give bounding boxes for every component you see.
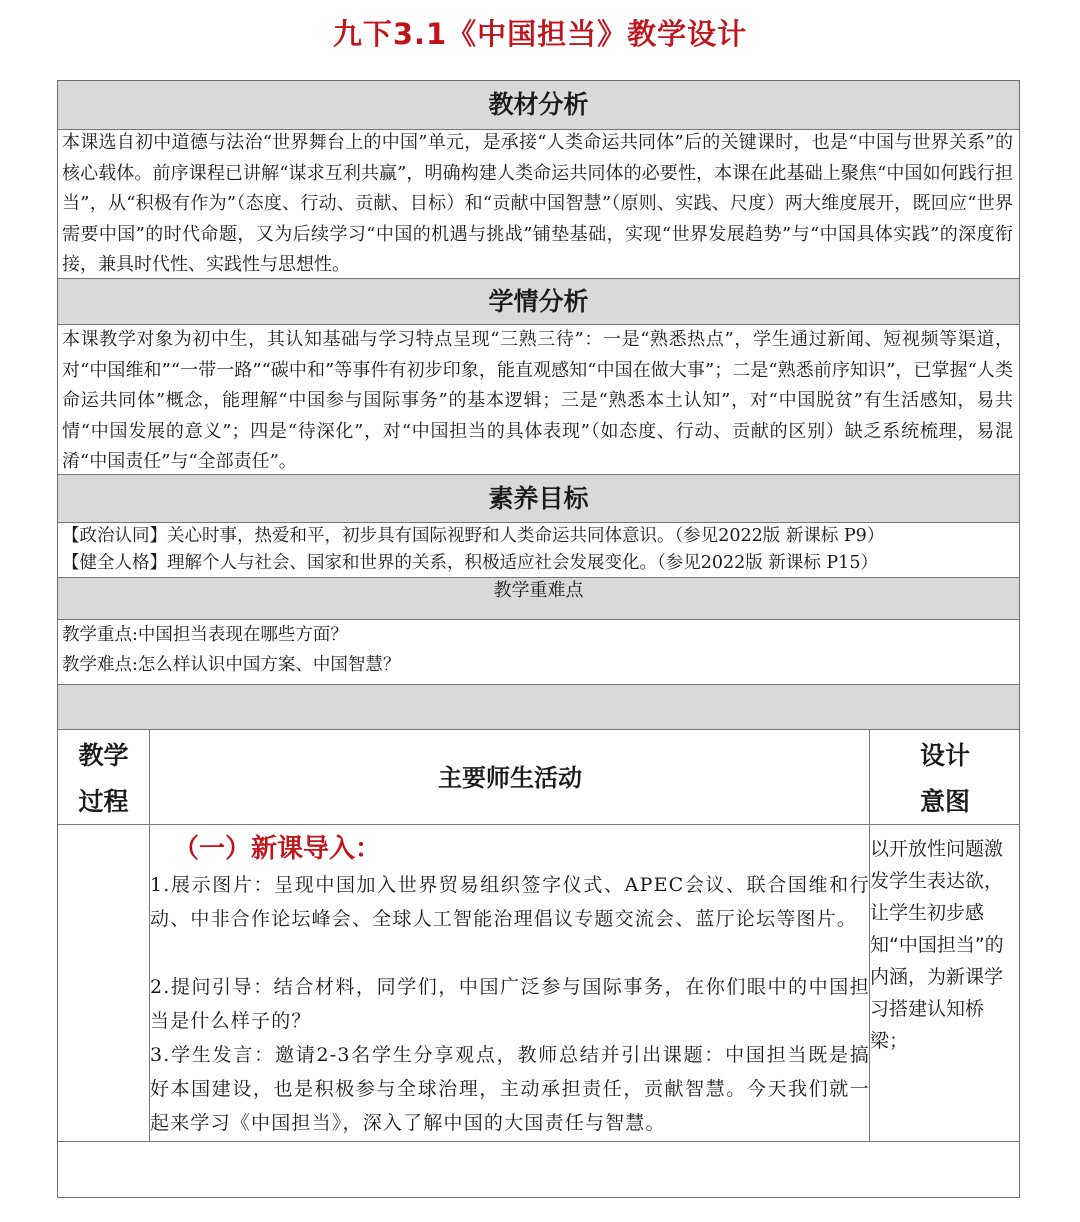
textbook-analysis-heading: 教材分析 bbox=[58, 81, 1019, 130]
literacy-goal-item: 【政治认同】关心时事，热爱和平，初步具有国际视野和人类命运共同体意识。（参见2022版 新课标 P9） bbox=[62, 526, 885, 546]
intent-column-header: 设计 意图 bbox=[919, 741, 970, 816]
section-title-new-lesson: （一）新课导入： bbox=[173, 834, 382, 864]
key-points-heading: 教学重难点 bbox=[58, 577, 1019, 620]
activity-step: 2.提问引导：结合材料，同学们，中国广泛参与国际事务，在你们眼中的中国担当是什么样子的？ bbox=[150, 976, 870, 1032]
literacy-goal-item: 【健全人格】理解个人与社会、国家和世界的关系，积极适应社会发展变化。（参见2022版 新课标 P15） bbox=[62, 553, 878, 573]
student-analysis-heading: 学情分析 bbox=[58, 278, 1019, 325]
header-row-divider bbox=[58, 824, 1019, 825]
content-row-divider bbox=[58, 1141, 1019, 1142]
activity-step: 1.展示图片：呈现中国加入世界贸易组织签字仪式、APEC会议、联合国维和行动、中非合作论坛峰会、全球人工智能治理倡议专题交流会、蓝厅论坛等图片。 bbox=[150, 874, 870, 930]
key-points-list bbox=[58, 620, 1019, 680]
literacy-goals-heading: 素养目标 bbox=[58, 474, 1019, 523]
key-point-item: 教学重点:中国担当表现在哪些方面？ bbox=[62, 625, 348, 645]
activities-column-header: 主要师生活动 bbox=[438, 764, 582, 792]
key-point-item: 教学难点:怎么样认识中国方案、中国智慧？ bbox=[62, 655, 401, 675]
activity-step: 3.学生发言：邀请2-3名学生分享观点，教师总结并引出课题：中国担当既是搞好本国建设，也是积极参与全球治理，主动承担责任，贡献智慧。今天我们就一起来学习《中国担当》，深入了解中国的大国责任与智慧。 bbox=[150, 1044, 870, 1134]
student-analysis-text: 本课教学对象为初中生，其认知基础与学习特点呈现“三熟三待”：一是“熟悉热点”，学生通过新闻、短视频等渠道，对“中国维和”“一带一路”“碳中和”等事件有初步印象，能直观感知“中国在做大事”；二是“熟悉前序知识”，已掌握“人类命运共同体”概念，能理解“中国参与国际事务”的基本逻辑；三是“熟悉本土认知”，对“中国脱贫”有生活感知，易共情“中国发展的意义”；四是“待深化”，对“中国担当的具体表现”（如态度、行动、贡献的区别）缺乏系统梳理，易混淆“中国责任”与“全部责任”。 bbox=[62, 329, 1013, 472]
blank-separator-band bbox=[58, 684, 1019, 730]
page-title: 九下3.1《中国担当》教学设计 bbox=[332, 17, 748, 51]
lesson-plan-table bbox=[57, 80, 1020, 1198]
design-intent-text: 以开放性问题激发学生表达欲，让学生初步感知“中国担当”的内涵，为新课学习搭建认知桥梁； bbox=[870, 838, 1004, 1052]
process-column-header: 教学 过程 bbox=[78, 741, 129, 816]
literacy-goals-list bbox=[58, 523, 1019, 577]
textbook-analysis-text: 本课选自初中道德与法治“世界舞台上的中国”单元，是承接“人类命运共同体”后的关键课时，也是“中国与世界关系”的核心载体。前序课程已讲解“谋求互利共赢”，明确构建人类命运共同体的必要性，本课在此基础上聚焦“中国如何践行担当”，从“积极有作为”（态度、行动、贡献、目标）和“贡献中国智慧”（原则、实践、尺度）两大维度展开，既回应“世界需要中国”的时代命题，又为后续学习“中国的机遇与挑战”铺垫基础，实现“世界发展趋势”与“中国具体实践”的深度衔接，兼具时代性、实践性与思想性。 bbox=[62, 132, 1013, 275]
